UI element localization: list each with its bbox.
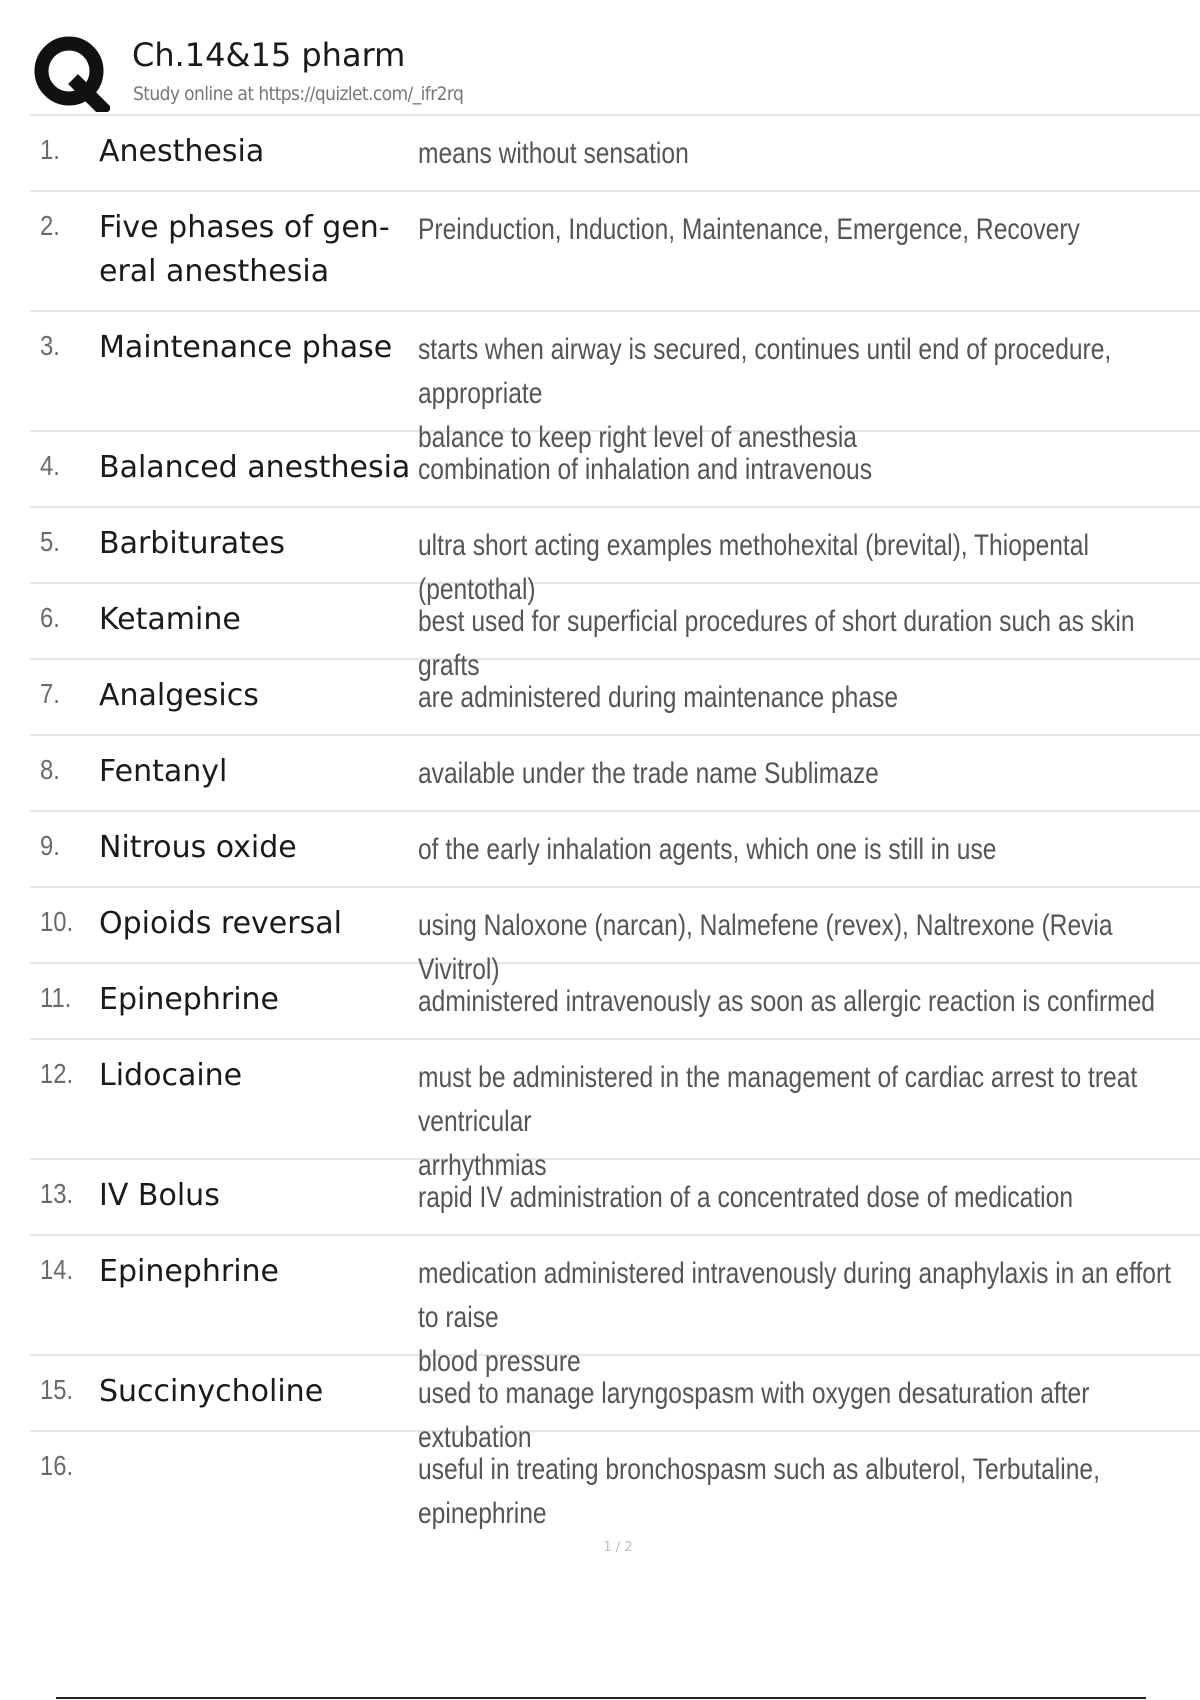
item-number: 8. xyxy=(40,754,60,785)
definition: using Naloxone (narcan), Nalmefene (revex), Naltrexone (Revia Vivitrol) xyxy=(418,909,1113,986)
quizlet-logo-icon xyxy=(32,34,110,112)
term: Ketamine xyxy=(99,602,241,637)
document-title: Ch.14&15 pharm xyxy=(132,36,406,74)
definition: starts when airway is secured, continues until end of procedure, appropriate balance to keep right level of anesthesia xyxy=(418,333,1112,454)
item-number: 11. xyxy=(40,982,72,1013)
definition: rapid IV administration of a concentrated dose of medication xyxy=(418,1181,1074,1214)
term: Balanced anesthesia xyxy=(99,450,411,485)
definition: used to manage laryngospasm with oxygen desaturation after extubation xyxy=(418,1377,1090,1454)
item-number: 7. xyxy=(40,678,60,709)
item-number: 15. xyxy=(40,1374,74,1405)
item-number: 10. xyxy=(40,906,74,937)
term: Opioids reversal xyxy=(99,906,342,941)
item-number: 16. xyxy=(40,1450,74,1481)
term: Fentanyl xyxy=(99,754,228,789)
item-number: 13. xyxy=(40,1178,74,1209)
definition: are administered during maintenance phase xyxy=(418,681,899,714)
item-number: 5. xyxy=(40,526,60,557)
term-row xyxy=(30,1432,1200,1530)
definition: medication administered intravenously during anaphylaxis in an effort to raise blood pressure xyxy=(418,1257,1172,1378)
term: Anesthesia xyxy=(99,134,265,169)
term-row xyxy=(30,660,1200,736)
item-number: 3. xyxy=(40,330,60,361)
definition: available under the trade name Sublimaze xyxy=(418,757,879,790)
term-row xyxy=(30,812,1200,888)
term-row xyxy=(30,192,1200,312)
term: Epinephrine xyxy=(99,982,279,1017)
item-number: 9. xyxy=(40,830,60,861)
term-row xyxy=(30,116,1200,192)
term-row xyxy=(30,312,1200,454)
bottom-divider xyxy=(56,1697,1146,1699)
item-number: 1. xyxy=(40,134,60,165)
item-number: 2. xyxy=(40,210,60,241)
term: Barbiturates xyxy=(99,526,286,561)
term: Epinephrine xyxy=(99,1254,279,1289)
term-row xyxy=(30,1160,1200,1236)
definition: must be administered in the management of cardiac arrest to treat ventricular arrhythmias xyxy=(418,1061,1138,1182)
item-number: 6. xyxy=(40,602,60,633)
definition: of the early inhalation agents, which one is still in use xyxy=(418,833,997,866)
term: Analgesics xyxy=(99,678,259,713)
term-row xyxy=(30,508,1200,606)
definition: Preinduction, Induction, Maintenance, Emergence, Recovery xyxy=(418,213,1080,246)
definition: best used for superficial procedures of short duration such as skin grafts xyxy=(418,605,1135,682)
definition: means without sensation xyxy=(418,137,689,170)
term-row xyxy=(30,736,1200,812)
item-number: 4. xyxy=(40,450,60,481)
term-row xyxy=(30,1356,1200,1454)
page-indicator: 1 / 2 xyxy=(603,1540,633,1555)
term: Succinycholine xyxy=(99,1374,324,1409)
study-online-link-text: Study online at https://quizlet.com/_ifr2rq xyxy=(133,83,464,105)
term-row xyxy=(30,1040,1200,1182)
term: IV Bolus xyxy=(99,1178,220,1213)
term-row xyxy=(30,964,1200,1040)
term-row xyxy=(30,432,1200,508)
definition: combination of inhalation and intravenous xyxy=(418,453,873,486)
term-row xyxy=(30,584,1200,682)
definition: administered intravenously as soon as allergic reaction is confirmed xyxy=(418,985,1156,1018)
term-row xyxy=(30,888,1200,986)
term: Lidocaine xyxy=(99,1058,243,1093)
item-number: 12. xyxy=(40,1058,74,1089)
term-row xyxy=(30,1236,1200,1378)
document-header xyxy=(30,28,1200,114)
term: Maintenance phase xyxy=(99,330,393,365)
item-number: 14. xyxy=(40,1254,74,1285)
definition: ultra short acting examples methohexital (brevital), Thiopental (pentothal) xyxy=(418,529,1089,606)
definition: useful in treating bronchospasm such as albuterol, Terbutaline, epinephrine xyxy=(418,1453,1100,1530)
term: Nitrous oxide xyxy=(99,830,297,865)
term-list xyxy=(30,116,1200,1530)
term: Five phases of gen- eral anesthesia xyxy=(99,210,390,289)
